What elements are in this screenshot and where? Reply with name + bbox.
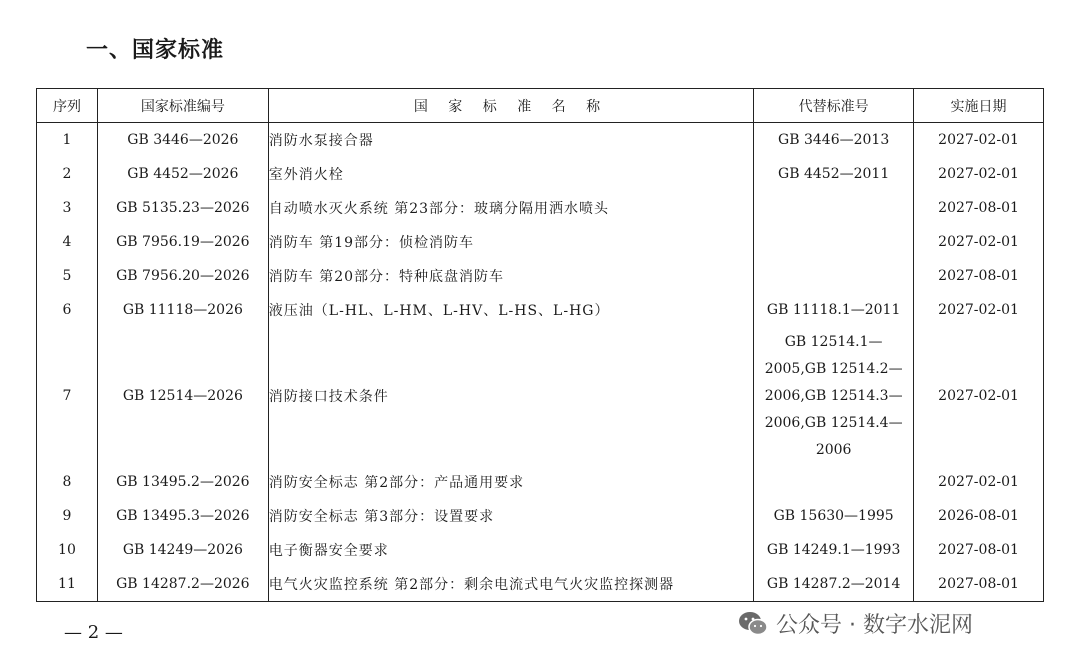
replaced-standard-line: GB 4452—2011 <box>778 166 890 182</box>
replaced-standard-line: GB 14287.2—2014 <box>766 576 901 592</box>
row-replaced-standard <box>754 259 914 293</box>
replaced-standard-line: GB 12514.1— <box>784 333 883 350</box>
row-effective-date: 2027-02-01 <box>914 465 1044 499</box>
replaced-standard-line: GB 15630—1995 <box>773 508 894 524</box>
replaced-standard-line: 2006,GB 12514.4— <box>764 414 903 431</box>
table-row <box>37 157 1044 191</box>
row-replaced-standard <box>754 499 914 533</box>
row-seq: 1 <box>37 123 98 158</box>
table-row <box>37 259 1044 293</box>
table-row <box>37 465 1044 499</box>
row-standard-code: GB 14249—2026 <box>97 533 268 567</box>
section-title: 一、国家标准 <box>86 38 225 63</box>
row-standard-name: 消防车 第20部分：特种底盘消防车 <box>268 259 753 293</box>
table-row <box>37 293 1044 327</box>
table-header-row <box>37 89 1044 123</box>
row-replaced-standard <box>754 157 914 191</box>
row-seq: 6 <box>37 293 98 327</box>
table-row <box>37 567 1044 602</box>
row-effective-date: 2027-08-01 <box>914 567 1044 602</box>
row-standard-code: GB 11118—2026 <box>97 293 268 327</box>
watermark-text: 公众号 · 数字水泥网 <box>776 613 973 638</box>
row-seq: 3 <box>37 191 98 225</box>
header-seq: 序列 <box>37 89 98 123</box>
row-standard-code: GB 5135.23—2026 <box>97 191 268 225</box>
header-code: 国家标准编号 <box>97 89 268 123</box>
standards-table <box>36 88 1044 602</box>
row-standard-code: GB 4452—2026 <box>97 157 268 191</box>
row-standard-code: GB 3446—2026 <box>97 123 268 158</box>
header-name: 国 家 标 准 名 称 <box>268 89 753 123</box>
row-standard-name: 消防安全标志 第2部分：产品通用要求 <box>268 465 753 499</box>
table-row <box>37 533 1044 567</box>
table-row <box>37 327 1044 465</box>
row-effective-date: 2026-08-01 <box>914 499 1044 533</box>
row-standard-code: GB 12514—2026 <box>97 327 268 465</box>
row-effective-date: 2027-02-01 <box>914 157 1044 191</box>
row-standard-name: 自动喷水灭火系统 第23部分：玻璃分隔用洒水喷头 <box>268 191 753 225</box>
row-standard-name: 消防安全标志 第3部分：设置要求 <box>268 499 753 533</box>
row-effective-date: 2027-02-01 <box>914 327 1044 465</box>
replaced-standard-line: 2006,GB 12514.3— <box>764 387 903 404</box>
row-seq: 11 <box>37 567 98 602</box>
row-seq: 9 <box>37 499 98 533</box>
watermark <box>738 608 973 639</box>
table-row <box>37 191 1044 225</box>
row-seq: 5 <box>37 259 98 293</box>
row-seq: 7 <box>37 327 98 465</box>
row-standard-code: GB 7956.19—2026 <box>97 225 268 259</box>
replaced-standard-line: GB 14249.1—1993 <box>766 542 901 558</box>
replaced-standard-line: 2006 <box>815 441 852 458</box>
table-row <box>37 499 1044 533</box>
row-standard-code: GB 13495.2—2026 <box>97 465 268 499</box>
row-replaced-standard <box>754 225 914 259</box>
header-replaces: 代替标准号 <box>754 89 914 123</box>
row-replaced-standard <box>754 327 914 465</box>
row-effective-date: 2027-02-01 <box>914 123 1044 158</box>
row-effective-date: 2027-08-01 <box>914 191 1044 225</box>
row-standard-code: GB 7956.20—2026 <box>97 259 268 293</box>
row-replaced-standard <box>754 567 914 602</box>
row-seq: 2 <box>37 157 98 191</box>
replaced-standard-line: GB 11118.1—2011 <box>766 302 901 318</box>
table-row <box>37 225 1044 259</box>
row-standard-name: 室外消火栓 <box>268 157 753 191</box>
row-replaced-standard <box>754 123 914 158</box>
row-standard-name: 电气火灾监控系统 第2部分：剩余电流式电气火灾监控探测器 <box>268 567 753 602</box>
row-effective-date: 2027-08-01 <box>914 533 1044 567</box>
row-standard-name: 消防水泵接合器 <box>268 123 753 158</box>
row-effective-date: 2027-02-01 <box>914 293 1044 327</box>
replaced-standard-line: 2005,GB 12514.2— <box>764 360 903 377</box>
row-effective-date: 2027-08-01 <box>914 259 1044 293</box>
table-row <box>37 123 1044 158</box>
wechat-icon <box>738 611 768 637</box>
row-standard-name: 液压油（L-HL、L-HM、L-HV、L-HS、L-HG） <box>268 293 753 327</box>
row-replaced-standard <box>754 191 914 225</box>
row-seq: 8 <box>37 465 98 499</box>
row-replaced-standard <box>754 465 914 499</box>
row-replaced-standard <box>754 533 914 567</box>
row-seq: 4 <box>37 225 98 259</box>
row-standard-name: 电子衡器安全要求 <box>268 533 753 567</box>
row-standard-name: 消防车 第19部分：侦检消防车 <box>268 225 753 259</box>
replaced-standard-line: GB 3446—2013 <box>778 132 890 148</box>
row-standard-name: 消防接口技术条件 <box>268 327 753 465</box>
page-number: — 2 — <box>64 622 123 643</box>
header-date: 实施日期 <box>914 89 1044 123</box>
row-replaced-standard <box>754 293 914 327</box>
row-standard-code: GB 14287.2—2026 <box>97 567 268 602</box>
row-effective-date: 2027-02-01 <box>914 225 1044 259</box>
row-seq: 10 <box>37 533 98 567</box>
row-standard-code: GB 13495.3—2026 <box>97 499 268 533</box>
